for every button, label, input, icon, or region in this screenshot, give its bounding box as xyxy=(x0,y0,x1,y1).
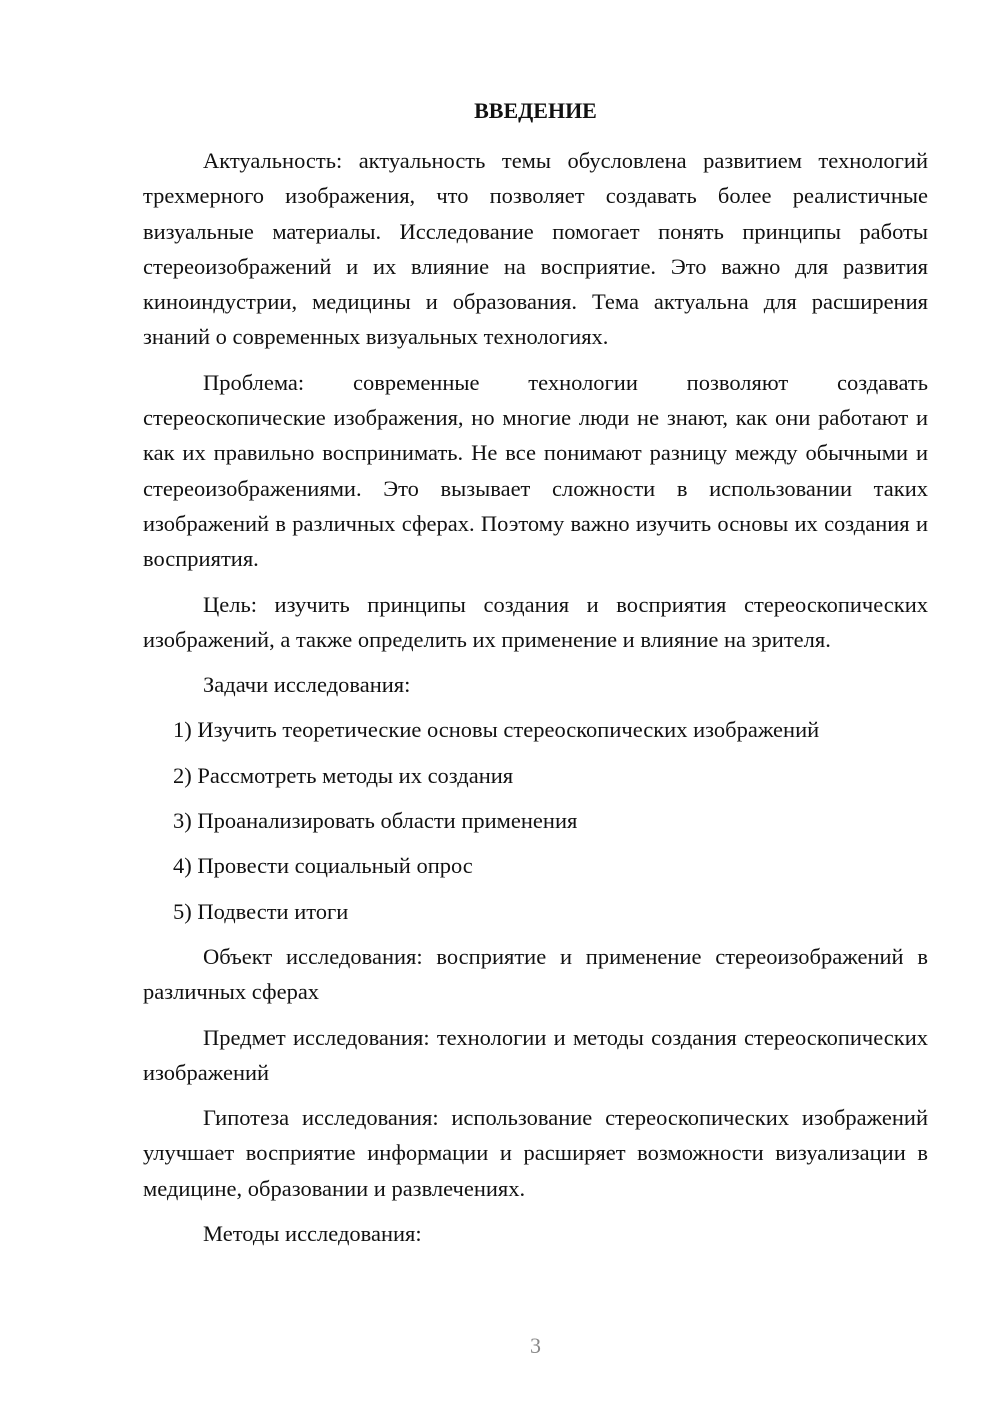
document-body xyxy=(143,143,928,1261)
tasks-heading: Задачи исследования: xyxy=(203,672,411,698)
list-item: 2) Рассмотреть методы их создания xyxy=(173,762,514,788)
paragraph-hypothesis: Гипотеза исследования: использование стереоскопических изображений улучшает восприятие информации и расширяет возможности визуализации в медицине, образовании и развлечениях. xyxy=(143,1105,928,1201)
list-item: 3) Проанализировать области применения xyxy=(173,808,578,834)
list-item: 5) Подвести итоги xyxy=(173,898,349,924)
paragraph-subject: Предмет исследования: технологии и методы создания стереоскопических изображений xyxy=(143,1024,928,1085)
page-number: 3 xyxy=(530,1333,541,1358)
paragraph-problem: Проблема: современные технологии позволяют создавать стереоскопические изображения, но многие люди не знают, как они работают и как их правильно воспринимать. Не все понимают разницу между обычными и стереоизображениями. Это вызывает сложности в использовании таких изображений в различных сферах. Поэтому важно изучить основы их создания и восприятия. xyxy=(143,369,928,572)
paragraph-goal: Цель: изучить принципы создания и восприятия стереоскопических изображений, а также определить их применение и влияние на зрителя. xyxy=(143,591,928,652)
list-item: 1) Изучить теоретические основы стереоскопических изображений xyxy=(173,717,820,743)
paragraph-relevance: Актуальность: актуальность темы обусловлена развитием технологий трехмерного изображения, что позволяет создавать более реалистичные визуальные материалы. Исследование помогает понять принципы работы стереоизображений и их влияние на восприятие. Это важно для развития киноиндустрии, медицины и образования. Тема актуальна для расширения знаний о современных визуальных технологиях. xyxy=(143,148,928,350)
paragraph-methods: Методы исследования: xyxy=(203,1221,422,1247)
section-title: ВВЕДЕНИЕ xyxy=(474,98,597,123)
list-item: 4) Провести социальный опрос xyxy=(173,853,473,879)
tasks-list xyxy=(143,712,928,928)
paragraph-object: Объект исследования: восприятие и применение стереоизображений в различных сферах xyxy=(143,943,928,1005)
